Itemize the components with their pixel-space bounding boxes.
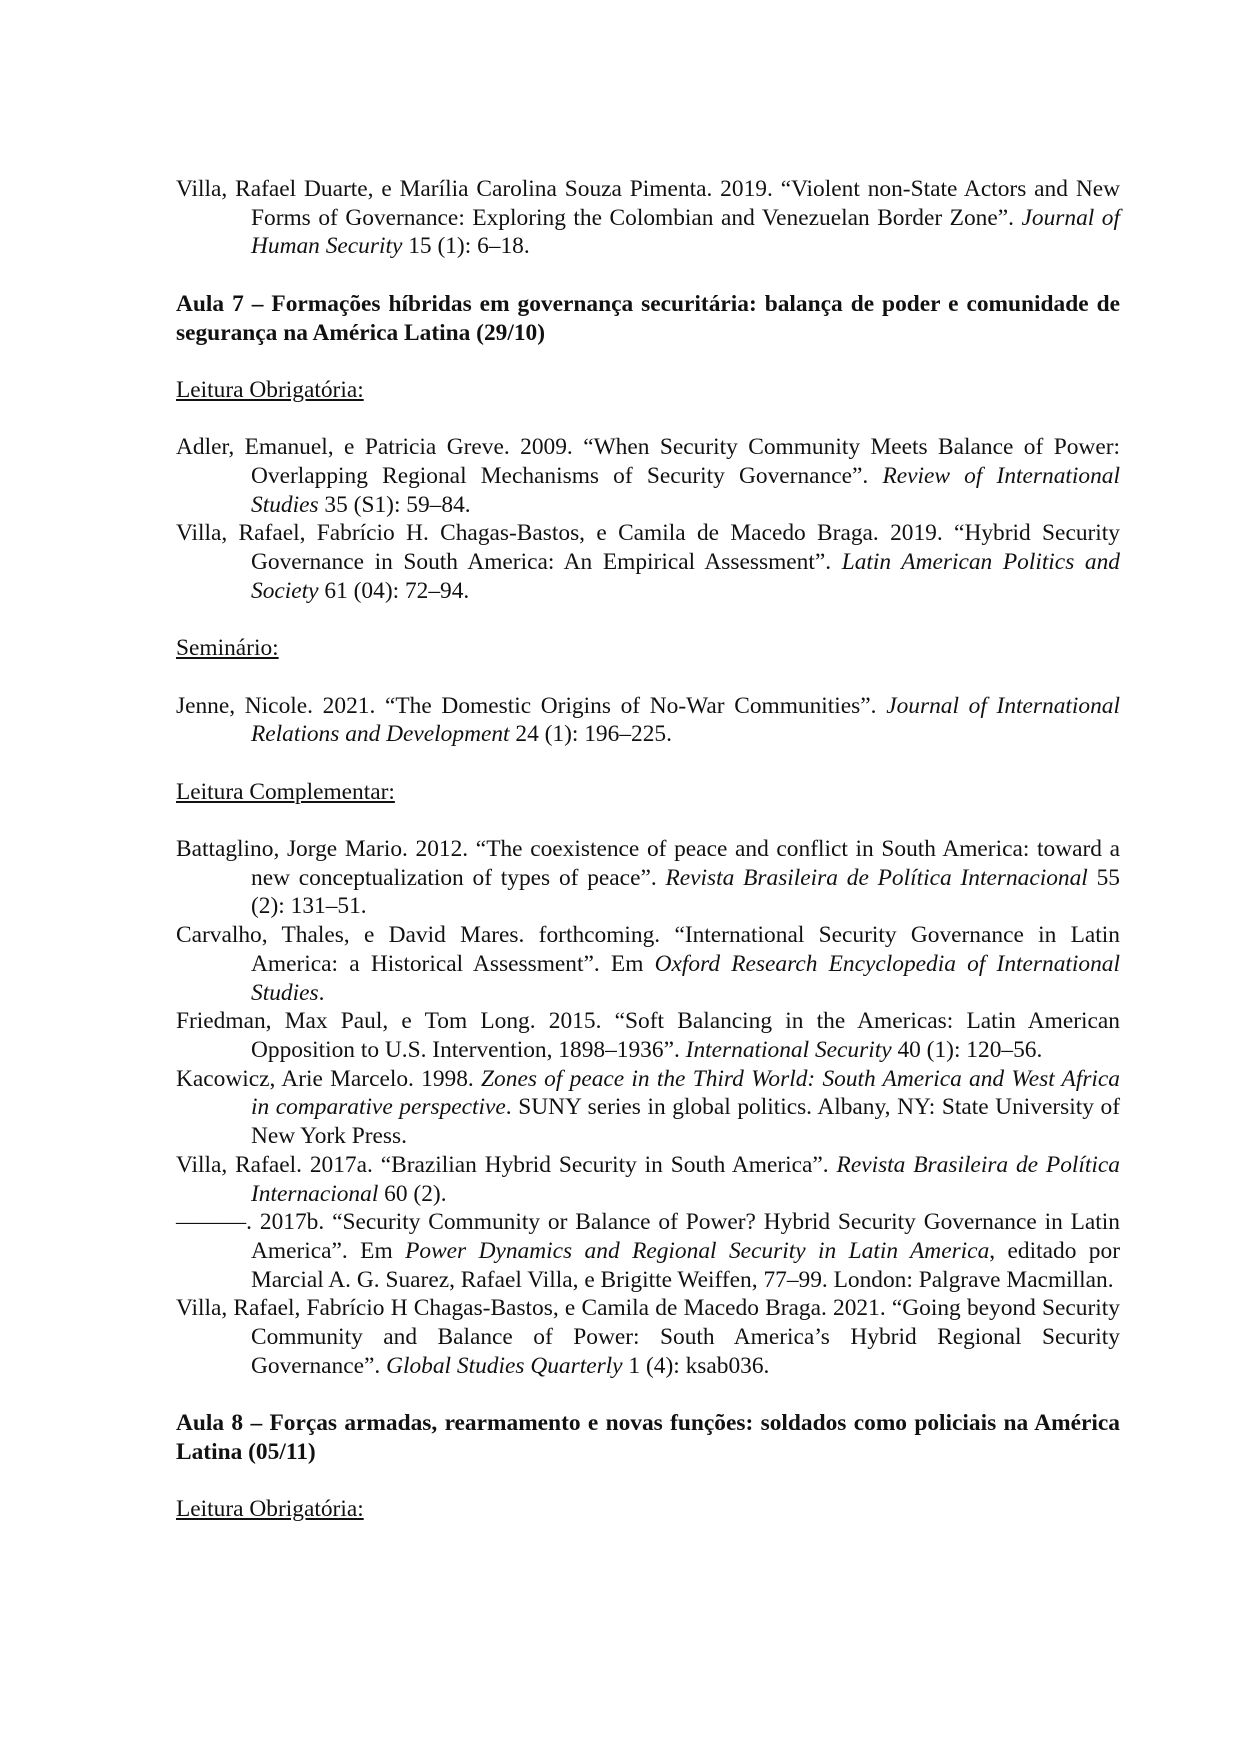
reference-source-title: Review of International Studies bbox=[251, 462, 1120, 518]
reference-entry-6 bbox=[176, 921, 1120, 1007]
section-label-1: Leitura Obrigatória: bbox=[176, 376, 364, 403]
reference-text: Kacowicz, Arie Marcelo. 1998. bbox=[176, 1065, 482, 1092]
spacer bbox=[176, 663, 1120, 692]
reference-text: 24 (1): 196–225. bbox=[509, 721, 672, 748]
reference-text: 1 (4): ksab036. bbox=[622, 1352, 770, 1379]
reference-source-title: Power Dynamics and Regional Security in Latin America bbox=[405, 1237, 990, 1264]
spacer bbox=[176, 1467, 1120, 1496]
reference-entry-3 bbox=[176, 519, 1120, 605]
reference-entry-5 bbox=[176, 835, 1120, 921]
reference-source-title: Global Studies Quarterly bbox=[386, 1352, 623, 1379]
reference-text: . SUNY series in global politics. Albany, NY: State University of New York Press. bbox=[251, 1094, 1120, 1150]
reference-text: , editado por Marcial A. G. Suarez, Rafael Villa, e Brigitte Weiffen, 77–99. London: Palgrave Macmillan. bbox=[251, 1237, 1120, 1293]
spacer bbox=[176, 749, 1120, 778]
reference-text: 15 (1): 6–18. bbox=[402, 233, 530, 260]
spacer bbox=[176, 1380, 1120, 1409]
reference-text: Villa, Rafael Duarte, e Marília Carolina Souza Pimenta. 2019. “Violent non-State Actors and New Forms of Governance: Exploring the Colombian and Venezuelan Border Zone”. bbox=[176, 176, 1120, 231]
reference-text: ———. 2017b. “Security Community or Balance of Power? Hybrid Security Governance in Latin America”. Em bbox=[176, 1209, 1120, 1264]
reference-text: 40 (1): 120–56. bbox=[891, 1036, 1043, 1063]
reference-text: Friedman, Max Paul, e Tom Long. 2015. “Soft Balancing in the Americas: Latin American Opposition to U.S. Intervention, 1898–1936”. bbox=[176, 1008, 1120, 1063]
reference-source-title: Zones of peace in the Third World: South America and West Africa in comparative perspective bbox=[251, 1065, 1120, 1121]
reference-text: . bbox=[318, 979, 325, 1006]
reference-source-title: International Security bbox=[685, 1036, 892, 1063]
lesson-heading-2: Aula 8 – Forças armadas, rearmamento e novas funções: soldados como policiais na América Latina (05/11) bbox=[176, 1410, 1120, 1465]
reference-source-title: Journal of International Relations and Development bbox=[251, 692, 1120, 748]
reference-entry-11 bbox=[176, 1294, 1120, 1380]
spacer bbox=[176, 606, 1120, 635]
section-label-2: Seminário: bbox=[176, 635, 279, 662]
spacer bbox=[176, 806, 1120, 835]
reference-text: 35 (S1): 59–84. bbox=[318, 491, 471, 518]
reference-source-title: Revista Brasileira de Política Internacional bbox=[665, 864, 1088, 891]
reference-entry-9 bbox=[176, 1151, 1120, 1208]
reference-entry-10 bbox=[176, 1208, 1120, 1294]
reference-entry-2 bbox=[176, 433, 1120, 519]
spacer bbox=[176, 405, 1120, 434]
reference-source-title: Revista Brasileira de Política Internacional bbox=[251, 1151, 1120, 1207]
reference-source-title: Latin American Politics and Society bbox=[251, 549, 1120, 604]
reference-text: Jenne, Nicole. 2021. “The Domestic Origins of No-War Communities”. bbox=[176, 692, 887, 719]
reference-entry-7 bbox=[176, 1007, 1120, 1064]
reference-text: 61 (04): 72–94. bbox=[318, 577, 470, 604]
reference-text: Villa, Rafael. 2017a. “Brazilian Hybrid Security in South America”. bbox=[176, 1151, 837, 1178]
reference-text: Adler, Emanuel, e Patricia Greve. 2009. “When Security Community Meets Balance of Power: Overlapping Regional Mechanisms of Security Governance”. bbox=[176, 434, 1120, 489]
reference-text: Battaglino, Jorge Mario. 2012. “The coexistence of peace and conflict in South America: toward a new conceptualization of types of peace”. bbox=[176, 836, 1120, 891]
reference-entry-1 bbox=[176, 175, 1120, 261]
syllabus-content bbox=[176, 175, 1120, 1524]
reference-text: 60 (2). bbox=[378, 1180, 447, 1207]
lesson-heading-1: Aula 7 – Formações híbridas em governança securitária: balança de poder e comunidade de segurança na América Latina (29/10) bbox=[176, 290, 1120, 346]
spacer bbox=[176, 347, 1120, 376]
reference-text: Villa, Rafael, Fabrício H Chagas-Bastos, e Camila de Macedo Braga. 2021. “Going beyond Security Community and Balance of Power: South America’s Hybrid Regional Security Governance”. bbox=[176, 1295, 1120, 1379]
reference-entry-4 bbox=[176, 692, 1120, 749]
reference-source-title: Oxford Research Encyclopedia of International Studies bbox=[251, 950, 1120, 1006]
reference-text: Villa, Rafael, Fabrício H. Chagas-Bastos, e Camila de Macedo Braga. 2019. “Hybrid Security Governance in South America: An Empirical Assessment”. bbox=[176, 520, 1120, 576]
reference-entry-8 bbox=[176, 1065, 1120, 1151]
reference-source-title: Journal of Human Security bbox=[251, 204, 1120, 260]
spacer bbox=[176, 261, 1120, 290]
section-label-3: Leitura Complementar: bbox=[176, 778, 395, 805]
reference-text: Carvalho, Thales, e David Mares. forthcoming. “International Security Governance in Latin America: a Historical Assessment”. Em bbox=[176, 922, 1120, 977]
reference-text: 55 (2): 131–51. bbox=[251, 864, 1120, 920]
section-label-4: Leitura Obrigatória: bbox=[176, 1496, 364, 1523]
